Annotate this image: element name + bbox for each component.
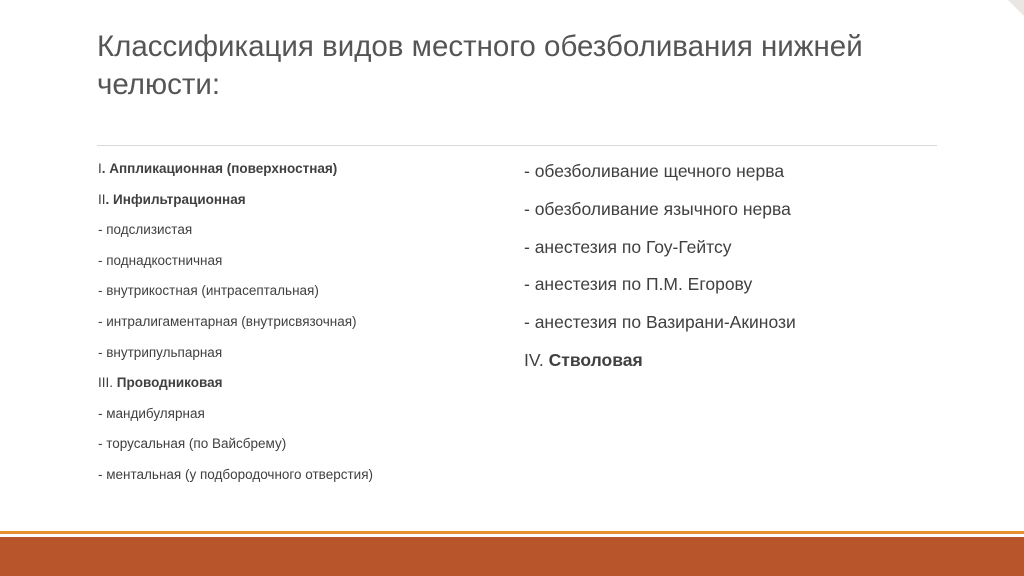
corner-decoration (1008, 0, 1024, 16)
sub-item-intraosseous: - внутрикостная (интрасептальная) (98, 283, 319, 299)
list-item-infiltrational (98, 187, 498, 218)
sub-item-submucosal: - подслизистая (98, 222, 193, 238)
item-label: Стволовая (548, 349, 643, 370)
sub-item-subperiosteal: - поднадкостничная (98, 252, 223, 268)
sub-item-vazirani-akinosi: - анестезия по Вазирани-Акинози (524, 312, 796, 333)
list-item-conduction (98, 370, 498, 401)
sub-item-mandibular: - мандибулярная (98, 405, 205, 421)
list-item-applicational (98, 156, 498, 187)
sub-item-torusal: - торусальная (по Вайсбрему) (98, 436, 287, 452)
sub-item-egorov: - анестезия по П.М. Егорову (524, 274, 753, 295)
item-label: . Аппликационная (поверхностная) (101, 161, 338, 176)
sub-item-mental: - ментальная (у подбородочного отверстия) (98, 466, 374, 482)
footer-bar (0, 537, 1024, 576)
sub-item-buccal-nerve: - обезболивание щечного нерва (524, 161, 785, 181)
sub-item-lingual-nerve: - обезболивание язычного нерва (524, 198, 791, 219)
item-number: III. (98, 375, 117, 391)
sub-item-intrapulpal: - внутрипульпарная (98, 344, 223, 360)
item-label: . Инфильтрационная (105, 191, 246, 207)
item-label: Проводниковая (116, 375, 223, 391)
item-number: I (98, 161, 102, 176)
title-divider (97, 145, 937, 146)
footer-accent-line (0, 531, 1024, 534)
item-number: II (98, 191, 106, 207)
slide-title: Классификация видов местного обезболивания нижней челюсти: (97, 30, 863, 101)
left-column (98, 156, 498, 493)
right-column (524, 156, 944, 383)
sub-item-intraligamentary: - интралигаментарная (внутрисвязочная) (98, 313, 357, 329)
list-item-truncal (524, 345, 944, 383)
item-number: IV. (524, 349, 549, 370)
sub-item-gow-gates: - анестезия по Гоу-Гейтсу (524, 236, 732, 257)
